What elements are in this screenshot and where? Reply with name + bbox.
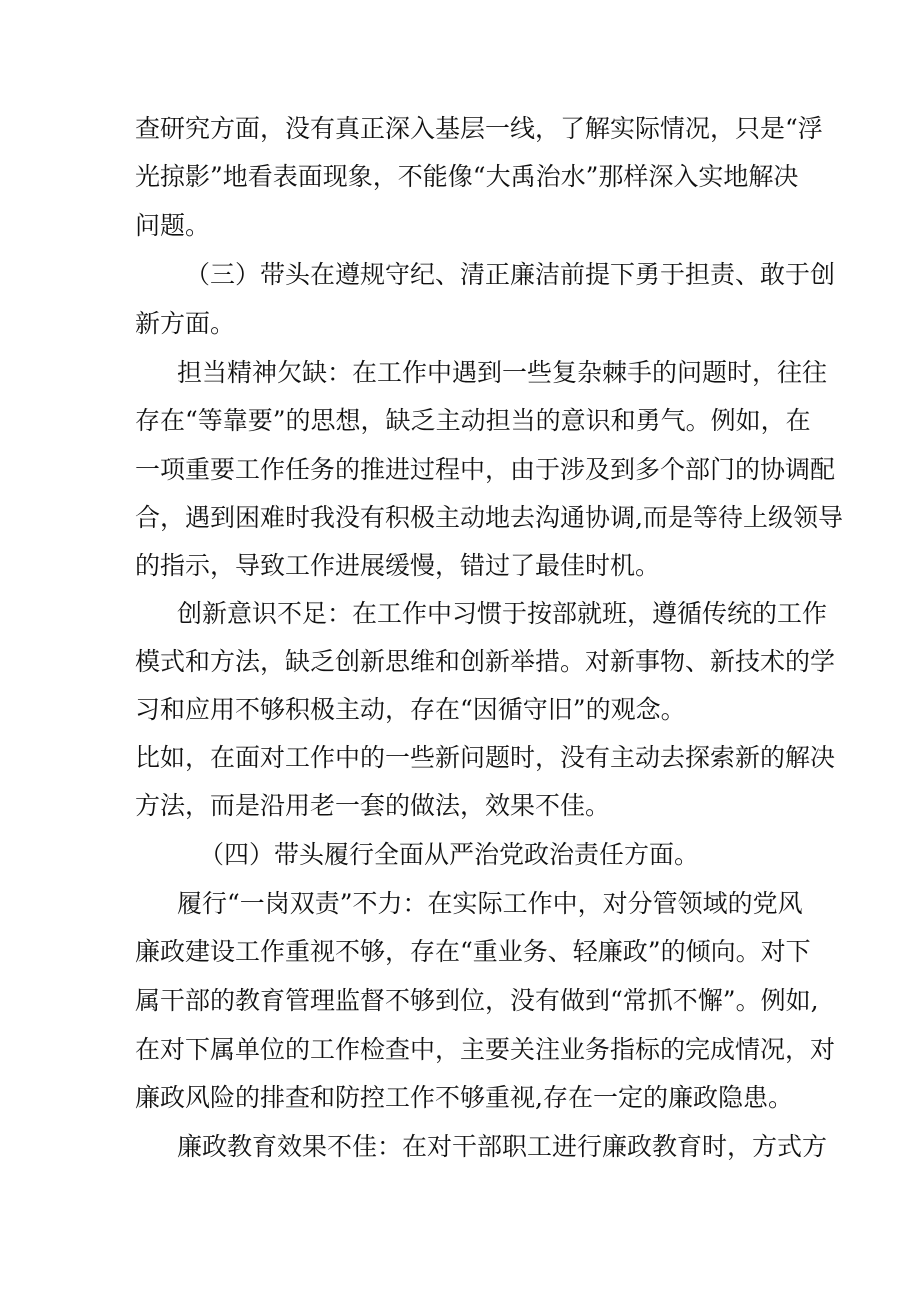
paragraph-line: 属干部的教育管理监督不够到位，没有做到“常抓不懈”。例如,: [135, 986, 819, 1015]
paragraph-line: 问题。: [135, 211, 211, 240]
paragraph-line: 一项重要工作任务的推进过程中，由于涉及到多个部门的协调配: [135, 455, 836, 484]
paragraph-line: 光掠影”地看表面现象，不能像“大禹治水”那样深入实地解决: [135, 162, 799, 191]
paragraph-line: 担当精神欠缺：在工作中遇到一些复杂棘手的问题时，往往: [177, 358, 828, 387]
paragraph-line: 方法，而是沿用老一套的做法，效果不佳。: [135, 791, 611, 820]
paragraph-line: 的指示，导致工作进展缓慢，错过了最佳时机。: [135, 551, 661, 580]
paragraph-line: 创新意识不足：在工作中习惯于按部就班，遵循传统的工作: [177, 599, 828, 628]
paragraph-line: 廉政建设工作重视不够，存在“重业务、轻廉政”的倾向。对下: [135, 937, 811, 966]
paragraph-line: 合，遇到困难时我没有积极主动地去沟通协调,而是等待上级领导: [135, 503, 843, 532]
paragraph-line: 模式和方法，缺乏创新思维和创新举措。对新事物、新技术的学: [135, 647, 836, 676]
paragraph-line: 在对下属单位的工作检查中，主要关注业务指标的完成情况，对: [135, 1035, 836, 1064]
paragraph-line: 履行“一岗双责”不力：在实际工作中，对分管领域的党风: [177, 889, 803, 918]
paragraph-line: 廉政风险的排查和防控工作不够重视,存在一定的廉政隐患。: [135, 1083, 793, 1112]
paragraph-line: 存在“等靠要”的思想，缺乏主动担当的意识和勇气。例如，在: [135, 406, 811, 435]
paragraph-line: 比如，在面对工作中的一些新问题时，没有主动去探索新的解决: [135, 743, 836, 772]
paragraph-line: 廉政教育效果不佳：在对干部职工进行廉政教育时，方式方: [177, 1132, 828, 1161]
paragraph-line: 习和应用不够积极主动，存在“因循守旧”的观念。: [135, 695, 686, 724]
section-heading-4: （四）带头履行全面从严治党政治责任方面。: [199, 840, 700, 869]
paragraph-line: 查研究方面，没有真正深入基层一线，了解实际情况，只是“浮: [135, 114, 823, 143]
section-heading-3: （三）带头在遵规守纪、清正廉洁前提下勇于担责、敢于创: [185, 260, 836, 289]
section-heading-3-cont: 新方面。: [135, 309, 236, 338]
